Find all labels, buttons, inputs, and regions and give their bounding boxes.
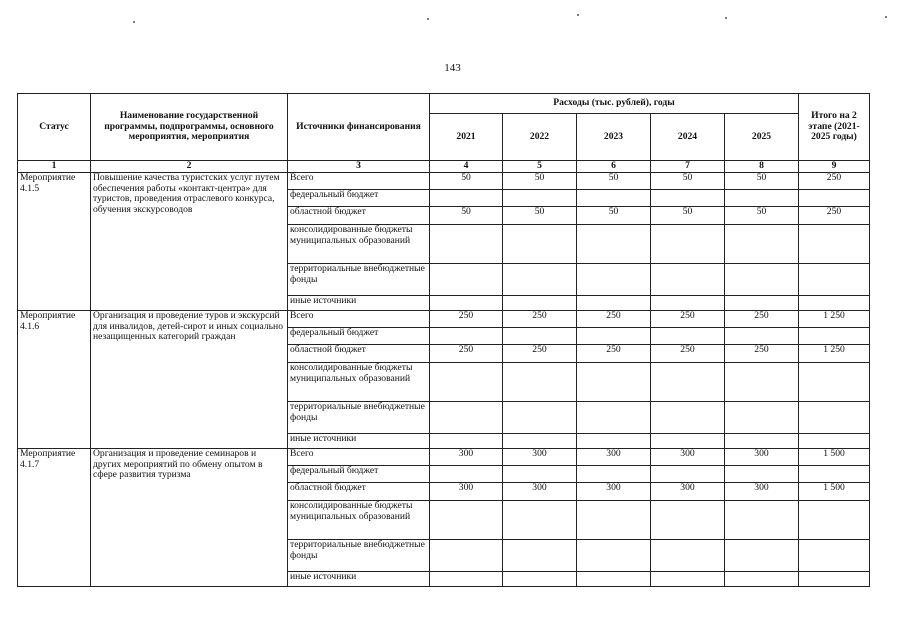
year-amount (651, 264, 725, 296)
year-amount (503, 328, 577, 345)
scan-speck (885, 16, 887, 18)
year-amount: 250 (503, 311, 577, 328)
year-amount: 250 (577, 345, 651, 363)
total-amount: 250 (799, 173, 870, 190)
table-body (18, 173, 870, 587)
header-year: 2025 (725, 114, 799, 161)
header-name: Наименование государственной программы, подпрограммы, основного мероприятия, мероприятия (91, 94, 288, 161)
year-amount (725, 540, 799, 572)
year-amount (651, 501, 725, 540)
year-amount: 250 (430, 311, 503, 328)
year-amount (651, 402, 725, 434)
activity-status: Мероприятие 4.1.6 (18, 311, 91, 449)
scan-speck (133, 21, 135, 23)
funding-source: областной бюджет (288, 207, 430, 225)
year-amount (725, 501, 799, 540)
funding-source: консолидированные бюджеты муниципальных образований (288, 501, 430, 540)
year-amount (430, 501, 503, 540)
scan-speck (577, 14, 579, 16)
year-amount (430, 434, 503, 449)
funding-source: консолидированные бюджеты муниципальных образований (288, 363, 430, 402)
year-amount (503, 434, 577, 449)
year-amount (430, 572, 503, 587)
funding-source: федеральный бюджет (288, 190, 430, 207)
total-amount: 1 500 (799, 449, 870, 466)
year-amount (725, 190, 799, 207)
funding-source: консолидированные бюджеты муниципальных образований (288, 225, 430, 264)
year-amount: 300 (725, 449, 799, 466)
year-amount (430, 363, 503, 402)
header-year: 2023 (577, 114, 651, 161)
column-number: 8 (725, 161, 799, 173)
year-amount: 50 (503, 173, 577, 190)
activity-name: Организация и проведение семинаров и других мероприятий по обмену опытом в сфере развития туризма (91, 449, 288, 587)
total-amount (799, 402, 870, 434)
funding-source: территориальные внебюджетные фонды (288, 402, 430, 434)
header-year: 2022 (503, 114, 577, 161)
column-number: 4 (430, 161, 503, 173)
year-amount: 300 (725, 483, 799, 501)
header-total: Итого на 2 этапе (2021-2025 годы) (799, 94, 870, 161)
year-amount (503, 501, 577, 540)
year-amount (725, 434, 799, 449)
total-amount: 250 (799, 207, 870, 225)
year-amount: 50 (430, 173, 503, 190)
year-amount (430, 296, 503, 311)
year-amount (651, 225, 725, 264)
table-header (18, 94, 870, 173)
total-amount (799, 540, 870, 572)
year-amount: 50 (577, 173, 651, 190)
year-amount: 250 (651, 311, 725, 328)
year-amount (430, 264, 503, 296)
year-amount (577, 434, 651, 449)
funding-source: территориальные внебюджетные фонды (288, 540, 430, 572)
year-amount (725, 264, 799, 296)
year-amount: 300 (430, 449, 503, 466)
total-amount (799, 328, 870, 345)
year-amount (577, 328, 651, 345)
funding-source: иные источники (288, 434, 430, 449)
funding-source: федеральный бюджет (288, 466, 430, 483)
total-amount (799, 466, 870, 483)
year-amount (503, 264, 577, 296)
year-amount (503, 225, 577, 264)
year-amount: 250 (430, 345, 503, 363)
total-amount (799, 363, 870, 402)
year-amount: 50 (725, 173, 799, 190)
year-amount (725, 296, 799, 311)
funding-source: территориальные внебюджетные фонды (288, 264, 430, 296)
total-amount: 1 250 (799, 345, 870, 363)
funding-source: Всего (288, 173, 430, 190)
funding-source: федеральный бюджет (288, 328, 430, 345)
year-amount (651, 466, 725, 483)
funding-source: Всего (288, 449, 430, 466)
year-amount: 250 (651, 345, 725, 363)
activity-status: Мероприятие 4.1.7 (18, 449, 91, 587)
year-amount (577, 264, 651, 296)
year-amount: 250 (503, 345, 577, 363)
year-amount (725, 328, 799, 345)
year-amount: 50 (577, 207, 651, 225)
year-amount (725, 363, 799, 402)
year-amount (651, 540, 725, 572)
year-amount (503, 296, 577, 311)
year-amount (430, 190, 503, 207)
scan-speck (427, 18, 429, 20)
year-amount: 50 (651, 173, 725, 190)
total-amount: 1 250 (799, 311, 870, 328)
table-row (18, 449, 870, 466)
total-amount (799, 225, 870, 264)
year-amount (725, 466, 799, 483)
year-amount (503, 190, 577, 207)
funding-source: иные источники (288, 572, 430, 587)
activity-status: Мероприятие 4.1.5 (18, 173, 91, 311)
year-amount (503, 540, 577, 572)
year-amount: 300 (577, 449, 651, 466)
column-number-row (18, 161, 870, 173)
year-amount: 300 (577, 483, 651, 501)
total-amount: 1 500 (799, 483, 870, 501)
table-row (18, 311, 870, 328)
funding-source: областной бюджет (288, 483, 430, 501)
year-amount (430, 402, 503, 434)
total-amount (799, 434, 870, 449)
year-amount (503, 572, 577, 587)
funding-source: Всего (288, 311, 430, 328)
year-amount (430, 540, 503, 572)
column-number: 3 (288, 161, 430, 173)
year-amount: 300 (503, 483, 577, 501)
header-year: 2021 (430, 114, 503, 161)
financing-table (17, 93, 870, 587)
year-amount: 250 (577, 311, 651, 328)
year-amount: 300 (430, 483, 503, 501)
year-amount (503, 466, 577, 483)
year-amount (577, 540, 651, 572)
funding-source: областной бюджет (288, 345, 430, 363)
total-amount (799, 296, 870, 311)
funding-source: иные источники (288, 296, 430, 311)
year-amount: 50 (430, 207, 503, 225)
column-number: 2 (91, 161, 288, 173)
year-amount: 250 (725, 345, 799, 363)
year-amount: 300 (503, 449, 577, 466)
total-amount (799, 501, 870, 540)
year-amount (577, 572, 651, 587)
year-amount (651, 572, 725, 587)
year-amount: 50 (503, 207, 577, 225)
year-amount (725, 572, 799, 587)
year-amount (651, 190, 725, 207)
table-row (18, 173, 870, 190)
year-amount (503, 363, 577, 402)
activity-name: Повышение качества туристских услуг путем обеспечения работы «контакт-центра» для туристов, проведения отраслевого конкурса, обучения экскурсоводов (91, 173, 288, 311)
year-amount (651, 328, 725, 345)
column-number: 9 (799, 161, 870, 173)
year-amount: 300 (651, 483, 725, 501)
year-amount (577, 190, 651, 207)
year-amount: 300 (651, 449, 725, 466)
header-year: 2024 (651, 114, 725, 161)
column-number: 5 (503, 161, 577, 173)
activity-name: Организация и проведение туров и экскурсий для инвалидов, детей-сирот и иных социально незащищенных категорий граждан (91, 311, 288, 449)
total-amount (799, 190, 870, 207)
header-status: Статус (18, 94, 91, 161)
header-expenses: Расходы (тыс. рублей), годы (430, 94, 799, 114)
year-amount (725, 225, 799, 264)
header-source: Источники финансирования (288, 94, 430, 161)
year-amount (577, 501, 651, 540)
total-amount (799, 264, 870, 296)
column-number: 1 (18, 161, 91, 173)
year-amount (577, 225, 651, 264)
year-amount (651, 434, 725, 449)
year-amount: 50 (651, 207, 725, 225)
page-number: 143 (444, 62, 461, 74)
year-amount: 50 (725, 207, 799, 225)
year-amount (577, 363, 651, 402)
year-amount (430, 328, 503, 345)
year-amount (577, 296, 651, 311)
year-amount: 250 (725, 311, 799, 328)
column-number: 7 (651, 161, 725, 173)
total-amount (799, 572, 870, 587)
year-amount (430, 225, 503, 264)
year-amount (651, 296, 725, 311)
year-amount (430, 466, 503, 483)
year-amount (577, 402, 651, 434)
year-amount (725, 402, 799, 434)
year-amount (577, 466, 651, 483)
scan-speck (725, 17, 727, 19)
year-amount (651, 363, 725, 402)
column-number: 6 (577, 161, 651, 173)
year-amount (503, 402, 577, 434)
